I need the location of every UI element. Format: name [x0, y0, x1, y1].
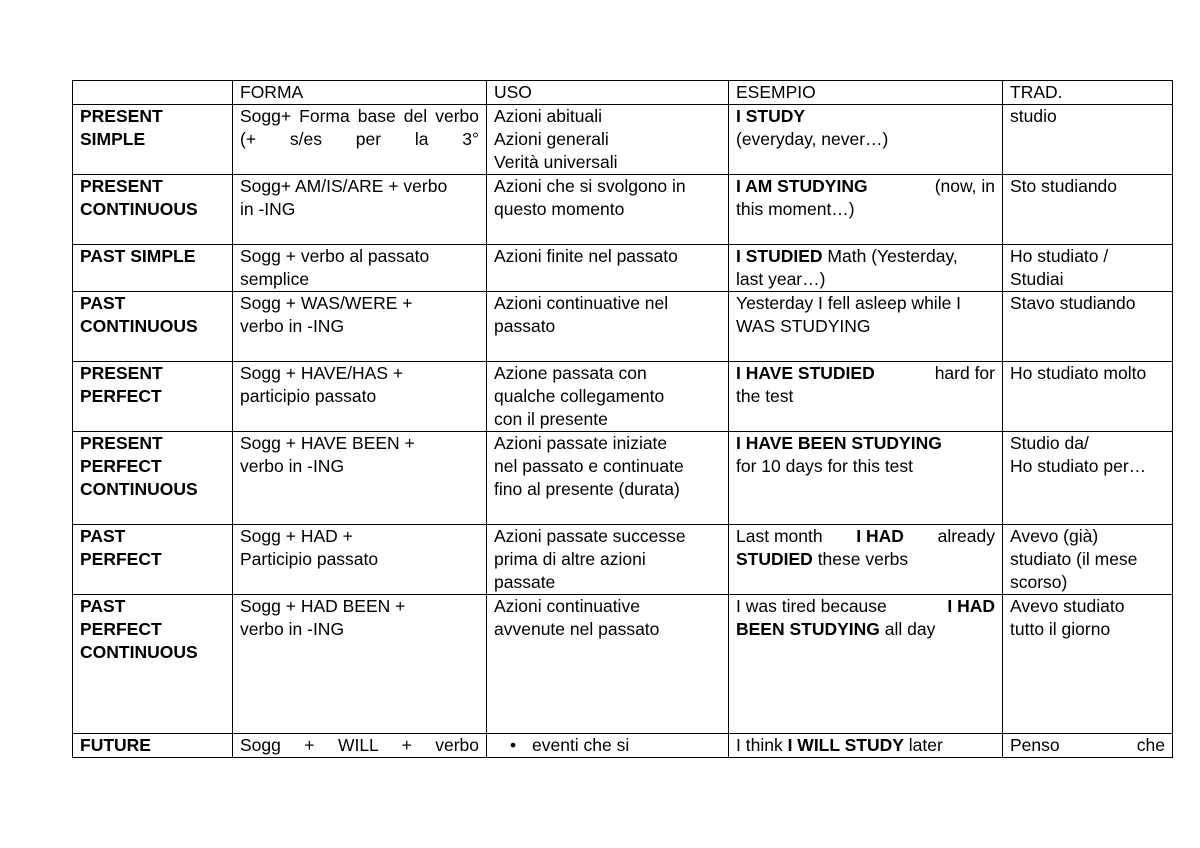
table-row	[73, 734, 1173, 758]
esempio-cell: Yesterday I fell asleep while I WAS STUDYING	[729, 292, 1003, 362]
esempio-cell: I STUDIED Math (Yesterday, last year…)	[729, 245, 1003, 292]
uso-cell: Azioni finite nel passato	[487, 245, 729, 292]
table-row	[73, 362, 1173, 432]
esempio-cell: I AM STUDYING (now, in this moment…)	[729, 175, 1003, 245]
tense-name: PRESENT CONTINUOUS	[73, 175, 233, 245]
table-row	[73, 525, 1173, 595]
forma-cell: Sogg+ AM/IS/ARE + verbo in -ING	[233, 175, 487, 245]
trad-cell: studio	[1003, 105, 1173, 175]
table-row	[73, 175, 1173, 245]
header-empty	[73, 81, 233, 105]
esempio-cell: I STUDY (everyday, never…)	[729, 105, 1003, 175]
table-row	[73, 245, 1173, 292]
uso-cell: • eventi che si	[487, 734, 729, 758]
table-row	[73, 105, 1173, 175]
bullet-icon: •	[510, 735, 517, 755]
tense-name: PRESENT SIMPLE	[73, 105, 233, 175]
uso-cell: Azioni che si svolgono in questo momento	[487, 175, 729, 245]
uso-cell: Azioni abituali Azioni generali Verità universali	[487, 105, 729, 175]
tense-name: PRESENT PERFECT CONTINUOUS	[73, 432, 233, 525]
grammar-table	[72, 80, 1173, 758]
esempio-cell: Last month I HAD already STUDIED these verbs	[729, 525, 1003, 595]
forma-cell: Sogg + HAD + Participio passato	[233, 525, 487, 595]
trad-cell: Studio da/ Ho studiato per…	[1003, 432, 1173, 525]
esempio-cell: I HAVE BEEN STUDYING for 10 days for this test	[729, 432, 1003, 525]
uso-cell: Azione passata con qualche collegamento con il presente	[487, 362, 729, 432]
trad-cell: Ho studiato molto	[1003, 362, 1173, 432]
esempio-cell: I was tired because I HAD BEEN STUDYING all day	[729, 595, 1003, 734]
tense-name: PRESENT PERFECT	[73, 362, 233, 432]
forma-cell: Sogg + WILL + verbo	[233, 734, 487, 758]
table-row	[73, 595, 1173, 734]
esempio-cell: I HAVE STUDIED hard for the test	[729, 362, 1003, 432]
uso-cell: Azioni passate iniziate nel passato e continuate fino al presente (durata)	[487, 432, 729, 525]
trad-cell: Ho studiato / Studiai	[1003, 245, 1173, 292]
header-trad: TRAD.	[1003, 81, 1173, 105]
trad-cell: Sto studiando	[1003, 175, 1173, 245]
forma-cell: Sogg + HAD BEEN + verbo in -ING	[233, 595, 487, 734]
header-uso: USO	[487, 81, 729, 105]
tense-name: FUTURE	[73, 734, 233, 758]
tense-name: PAST CONTINUOUS	[73, 292, 233, 362]
forma-cell: Sogg+ Forma base del verbo (+ s/es per la 3°	[233, 105, 487, 175]
table-row	[73, 292, 1173, 362]
tense-name: PAST PERFECT	[73, 525, 233, 595]
forma-cell: Sogg + HAVE BEEN + verbo in -ING	[233, 432, 487, 525]
tense-name: PAST SIMPLE	[73, 245, 233, 292]
uso-cell: Azioni continuative avvenute nel passato	[487, 595, 729, 734]
uso-cell: Azioni passate successe prima di altre azioni passate	[487, 525, 729, 595]
header-forma: FORMA	[233, 81, 487, 105]
forma-cell: Sogg + HAVE/HAS + participio passato	[233, 362, 487, 432]
trad-cell: Penso che	[1003, 734, 1173, 758]
trad-cell: Avevo (già) studiato (il mese scorso)	[1003, 525, 1173, 595]
trad-cell: Stavo studiando	[1003, 292, 1173, 362]
forma-cell: Sogg + WAS/WERE + verbo in -ING	[233, 292, 487, 362]
forma-cell: Sogg + verbo al passato semplice	[233, 245, 487, 292]
esempio-cell: I think I WILL STUDY later	[729, 734, 1003, 758]
table-row	[73, 432, 1173, 525]
tense-name: PAST PERFECT CONTINUOUS	[73, 595, 233, 734]
header-esempio: ESEMPIO	[729, 81, 1003, 105]
uso-cell: Azioni continuative nel passato	[487, 292, 729, 362]
header-row	[73, 81, 1173, 105]
trad-cell: Avevo studiato tutto il giorno	[1003, 595, 1173, 734]
